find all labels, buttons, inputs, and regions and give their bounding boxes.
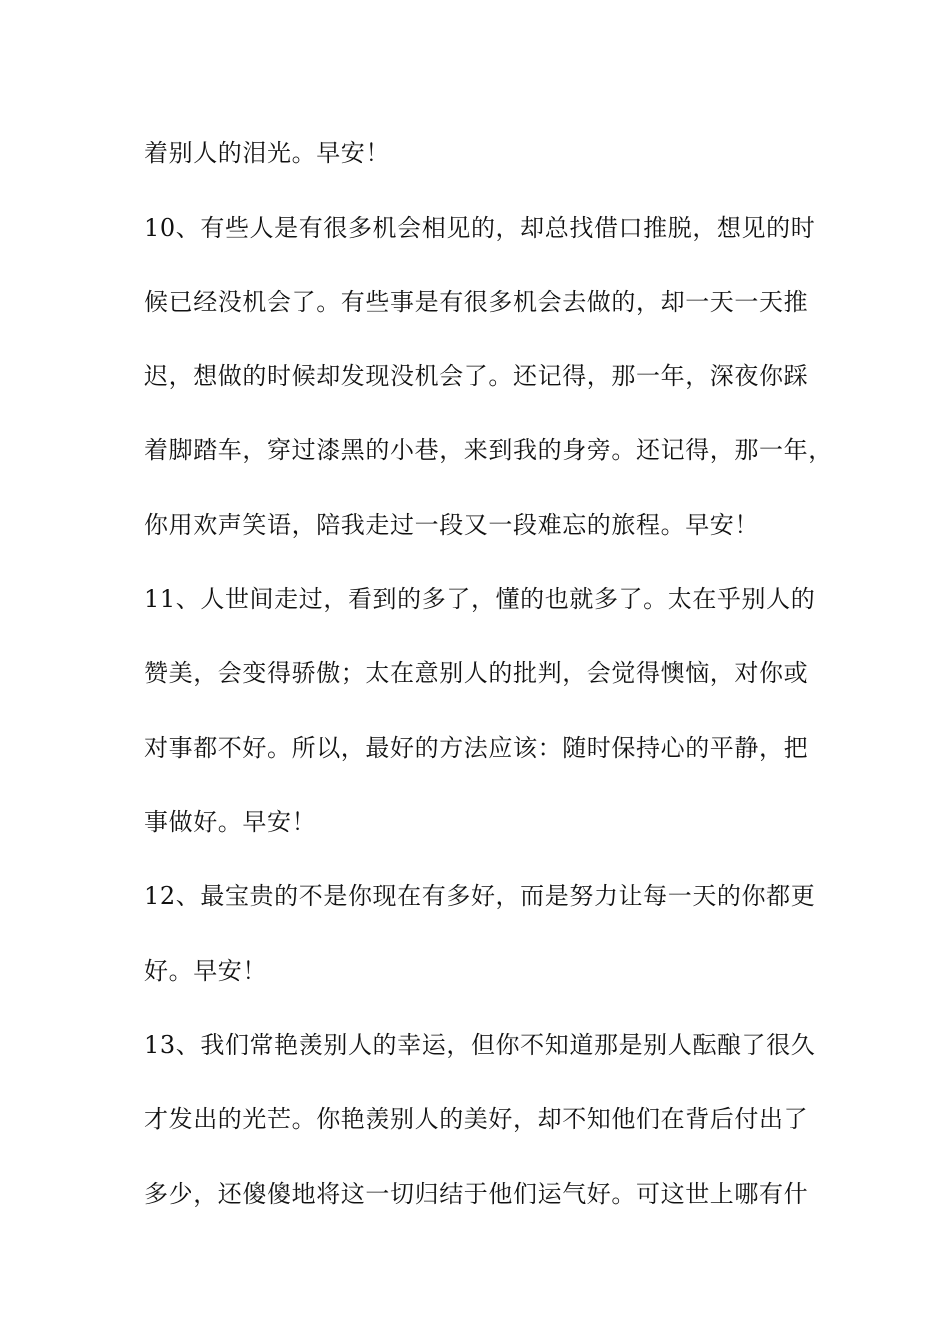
text-line: 才发出的光芒。你艳羡别人的美好，却不知他们在背后付出了 bbox=[144, 1105, 809, 1133]
text-line: 候已经没机会了。有些事是有很多机会去做的，却一天一天推 bbox=[144, 288, 809, 316]
text-line: 着别人的泪光。早安！ bbox=[144, 139, 390, 167]
text-line: 多少，还傻傻地将这一切归结于他们运气好。可这世上哪有什 bbox=[144, 1180, 809, 1208]
text-line: 12、最宝贵的不是你现在有多好，而是努力让每一天的你都更 bbox=[144, 882, 816, 910]
text-line: 10、有些人是有很多机会相见的，却总找借口推脱，想见的时 bbox=[144, 214, 816, 242]
text-line: 迟，想做的时候却发现没机会了。还记得，那一年，深夜你踩 bbox=[144, 362, 809, 390]
text-line: 对事都不好。所以，最好的方法应该：随时保持心的平静，把 bbox=[144, 734, 809, 762]
text-line: 事做好。早安！ bbox=[144, 808, 317, 836]
text-line: 赞美，会变得骄傲；太在意别人的批判，会觉得懊恼，对你或 bbox=[144, 659, 809, 687]
text-line: 13、我们常艳羡别人的幸运，但你不知道那是别人酝酿了很久 bbox=[144, 1031, 816, 1059]
text-line: 11、人世间走过，看到的多了，懂的也就多了。太在乎别人的 bbox=[144, 585, 816, 613]
text-line: 着脚踏车，穿过漆黑的小巷，来到我的身旁。还记得，那一年， bbox=[144, 436, 833, 464]
text-line: 你用欢声笑语，陪我走过一段又一段难忘的旅程。早安！ bbox=[144, 511, 759, 539]
text-line: 好。早安！ bbox=[144, 957, 267, 985]
